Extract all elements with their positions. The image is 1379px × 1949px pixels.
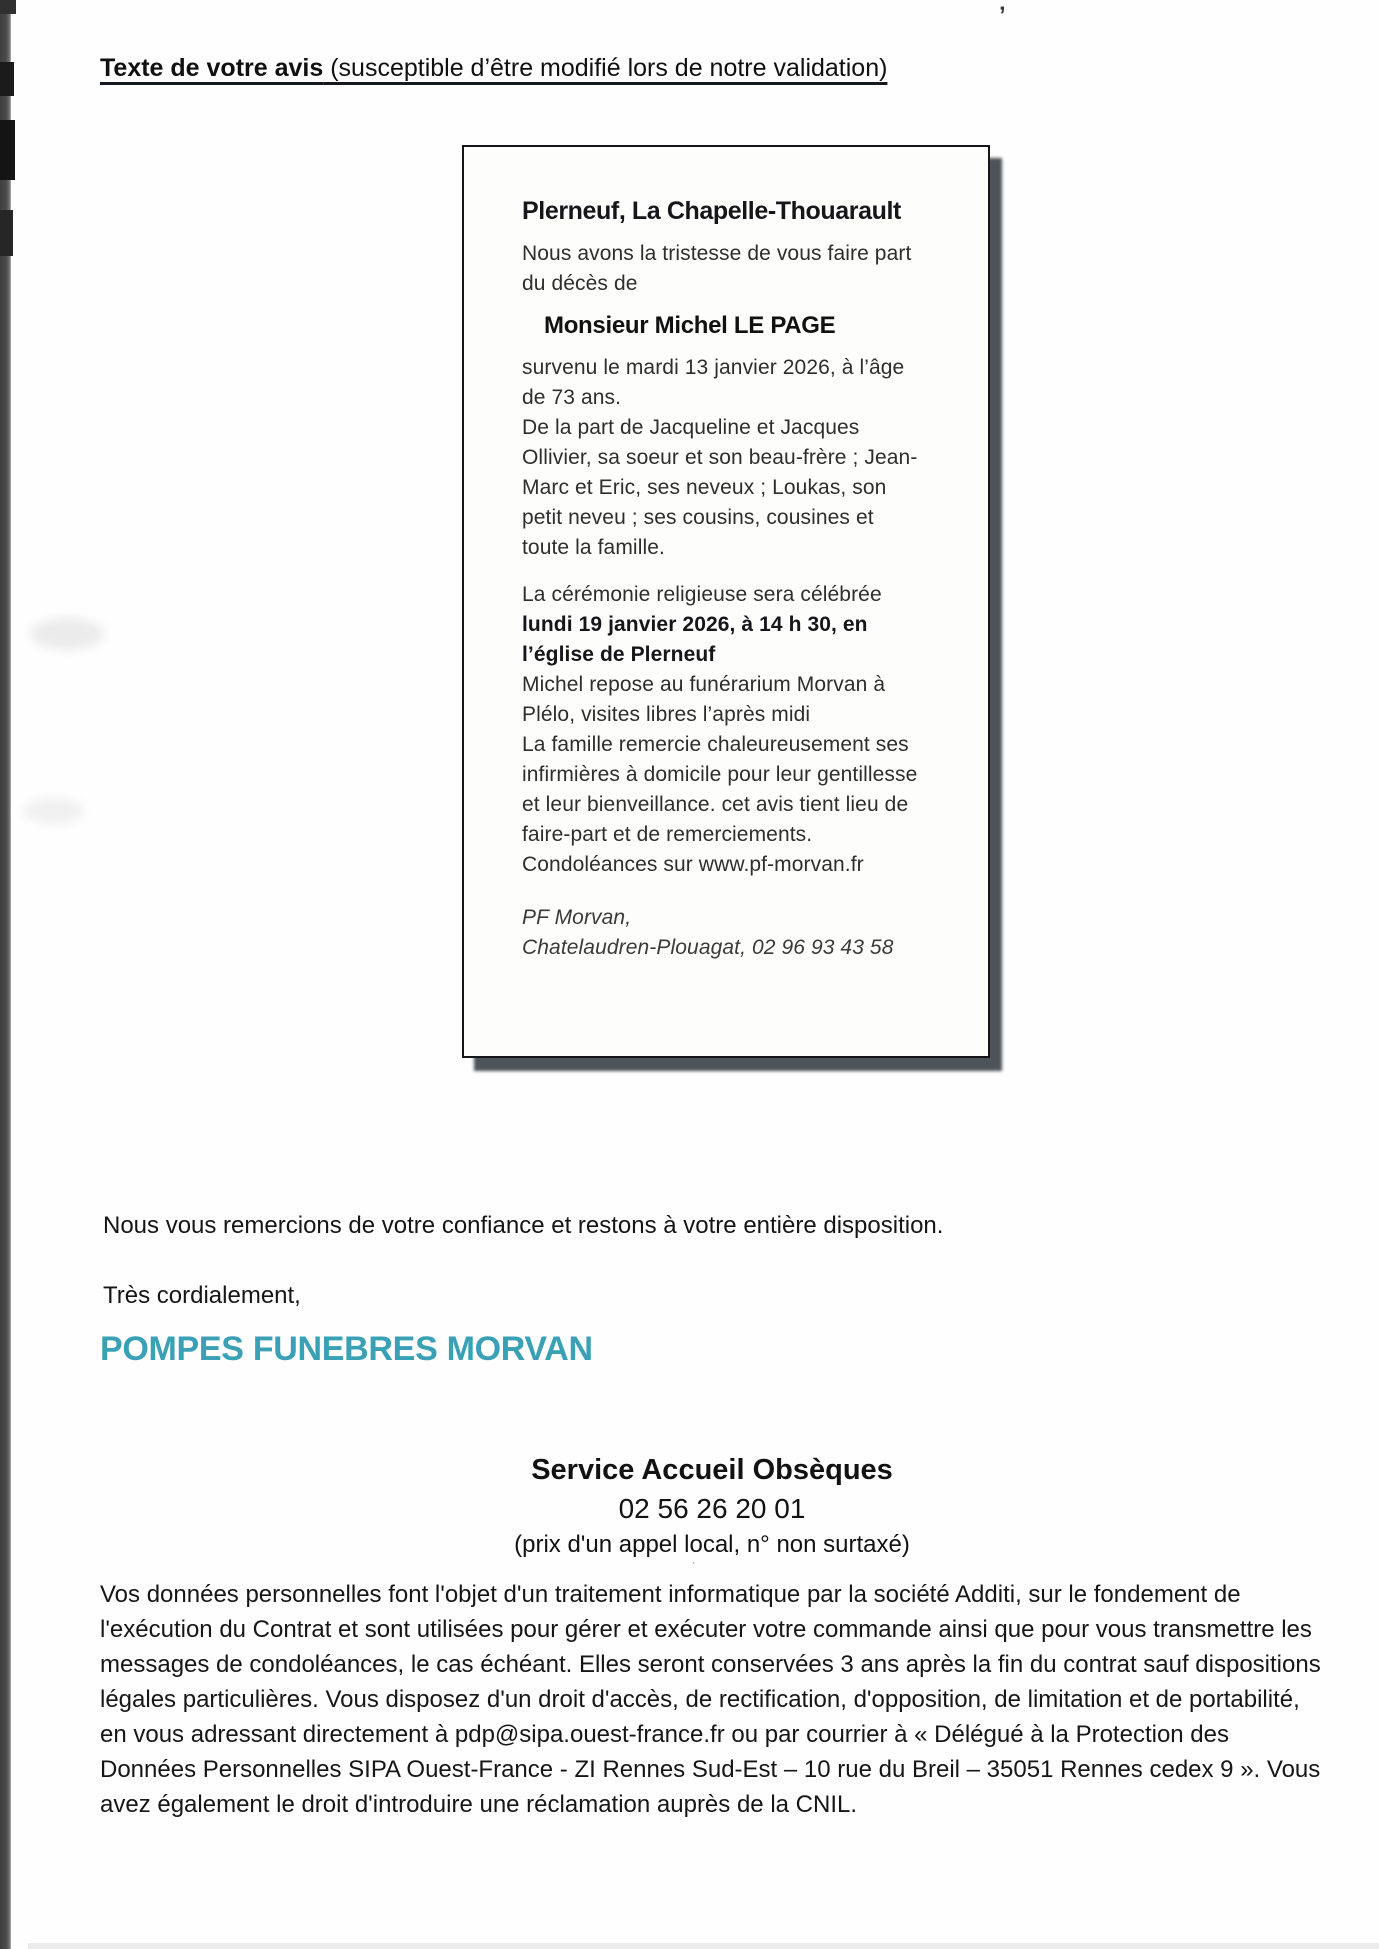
scan-smudge [24,798,84,824]
privacy-legal-text: Vos données personnelles font l'objet d'un traitement informatique par la société Additi, sur le fondement de l'exécution du Contrat et sont utilisées pour gérer et exécuter votre commande ainsi que pour vous transmettre les messages de condoléances, le cas échéant. Elles seront conservées 3 ans après la fin du contrat sauf dispositions légales particulières. Vous disposez d'un droit d'accès, de rectification, d'opposition, de limitation et de portabilité, en vous adressant directement à pdp@sipa.ouest-france.fr ou par courrier à « Délégué à la Protection des Données Personnelles SIPA Ouest-France - ZI Rennes Sud-Est – 10 rue du Breil – 35051 Rennes cedex 9 ». Vous avez également le droit d'introduire une réclamation auprès de la CNIL. [100,1581,1321,1818]
notice-ceremony [522,580,918,880]
thanks-and-condolences-line: La famille remercie chaleureusement ses infirmières à domicile pour leur gentillesse et leur bienveillance. cet avis tient lieu de faire-part et de remerciements. Condoléances sur www.pf-morvan.fr [522,733,918,876]
scan-edge-band [0,0,16,14]
notice-intro: Nous avons la tristesse de vous faire part du décès de [522,242,912,295]
ceremony-intro: La cérémonie religieuse sera célébrée [522,583,882,606]
notice-death-line: survenu le mardi 13 janvier 2026, à l’âge de 73 ans. [522,356,905,409]
page-title-rest: (susceptible d’être modifié lors de notre validation) [323,54,888,82]
signature-address-phone: Chatelaudren-Plouagat, 02 96 93 43 58 [522,936,894,959]
scan-bottom-line-artifact [28,1943,1379,1949]
contact-service-label: Service Accueil Obsèques [531,1454,893,1486]
page-title [100,52,887,84]
scan-edge-band [0,62,14,96]
scan-speck: ’ [999,2,1006,29]
scan-edge-band [0,120,15,180]
scan-speck: ˑ [691,1556,697,1576]
notice-city-line: Plerneuf, La Chapelle-Thouarault [522,197,901,225]
company-name: POMPES FUNEBRES MORVAN [100,1330,593,1368]
repose-line: Michel repose au funérarium Morvan à Plélo, visites libres l’après midi [522,673,886,726]
letter-closing: Très cordialement, [103,1282,301,1309]
contact-phone-note: (prix d'un appel local, n° non surtaxé) [514,1531,910,1558]
page-title-bold: Texte de votre avis [100,54,324,82]
funeral-home-signature [522,903,918,963]
scan-edge-band [0,210,13,256]
scan-smudge [30,618,104,650]
contact-phone-number: 02 56 26 20 01 [618,1493,806,1524]
letter-thanks-line: Nous vous remercions de votre confiance et restons à votre entière disposition. [103,1212,944,1239]
scan-edge-artifact [0,0,11,1949]
deceased-name: Monsieur Michel LE PAGE [544,312,836,339]
notice-death-and-family [522,353,918,563]
signature-name: PF Morvan, [522,906,632,929]
ceremony-date-bold: lundi 19 janvier 2026, à 14 h 30, en l’église de Plerneuf [522,613,868,666]
obituary-notice-card [462,145,990,1058]
contact-block [45,1450,1379,1562]
notice-family-line: De la part de Jacqueline et Jacques Ollivier, sa soeur et son beau-frère ; Jean-Marc et Eric, ses neveux ; Loukas, son petit neveu ; ses cousins, cousines et toute la famille. [522,416,918,559]
